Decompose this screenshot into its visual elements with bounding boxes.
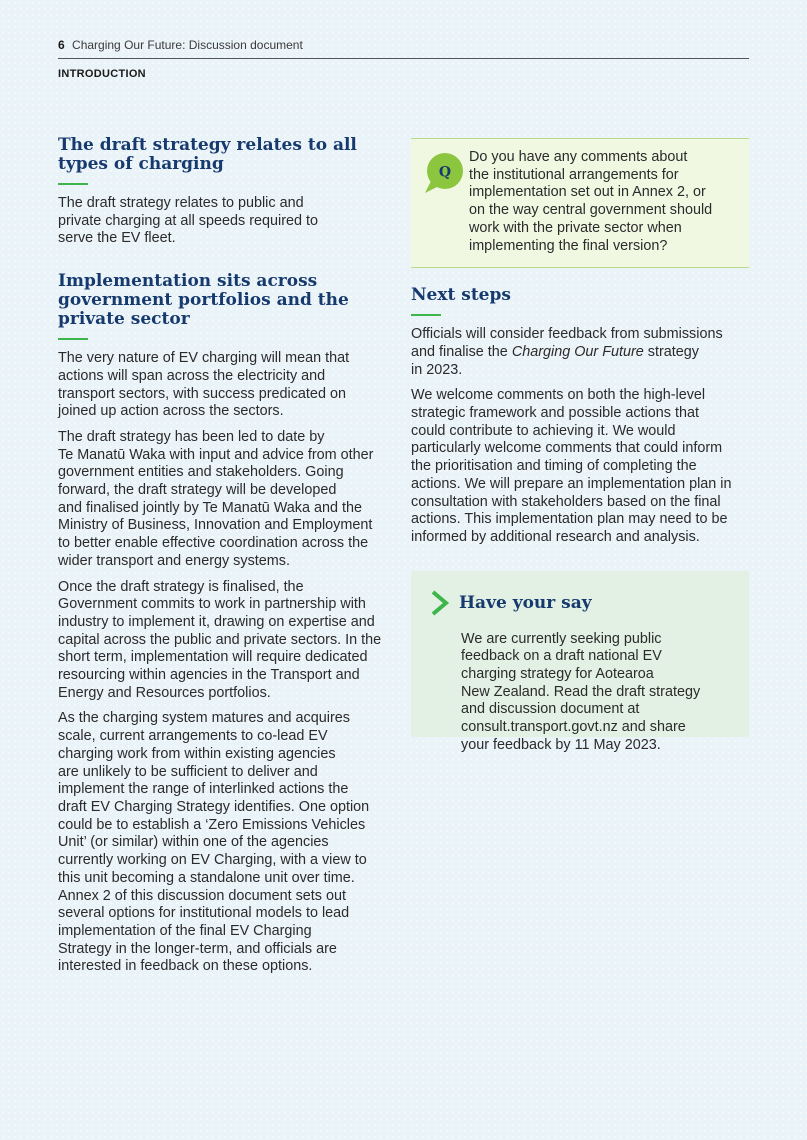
text-line: implementation of the final EV Charging [58, 922, 312, 939]
text-line: charging work from within existing agencies [58, 745, 336, 762]
text-line: actions. We will prepare an implementation plan in [411, 475, 732, 492]
text-line: your feedback by 11 May 2023. [461, 736, 661, 753]
paragraph-officials-consider [411, 326, 749, 379]
text-line: Annex 2 of this discussion document sets out [58, 887, 346, 904]
text-line: wider transport and energy systems. [58, 552, 290, 569]
have-your-say-callout [411, 571, 749, 753]
paragraph-draft-strategy-led [58, 429, 400, 571]
text-line: this unit becoming a standalone unit over time. [58, 869, 355, 886]
have-your-say-title: Have your say [459, 592, 592, 613]
text-line: the prioritisation and timing of completing the [411, 458, 697, 475]
text-line: several options for institutional models to lead [58, 905, 350, 922]
text-line: draft EV Charging Strategy identifies. One option [58, 798, 370, 815]
paragraph-welcome-comments [411, 387, 749, 546]
have-your-say-text [461, 631, 737, 755]
text-line: We are currently seeking public [461, 630, 662, 647]
text-line: We welcome comments on both the high-level [411, 387, 706, 404]
text-line: implementation set out in Annex 2, or [469, 184, 706, 201]
text-line: could contribute to achieving it. We would [411, 422, 676, 439]
text-line: currently working on EV Charging, with a view to [58, 852, 367, 869]
text-line: industry to implement it, drawing on expertise and [58, 613, 375, 630]
text-line: could be to establish a ‘Zero Emissions Vehicles [58, 816, 366, 833]
text-line: scale, current arrangements to co-lead EV [58, 728, 328, 745]
heading-implementation [58, 272, 400, 329]
text-line: Unit’ (or similar) within one of the agencies [58, 834, 329, 851]
strategy-name: Charging Our Future [511, 343, 644, 360]
heading-rule [58, 183, 88, 185]
text-line: implement the range of interlinked actions the [58, 781, 349, 798]
right-column [411, 138, 749, 753]
text-line: charging strategy for Aotearoa [461, 666, 654, 683]
next-steps-section [411, 286, 749, 546]
question-text [469, 149, 741, 255]
paragraph-types-of-charging [58, 195, 400, 248]
text-line: joined up action across the sectors. [58, 403, 284, 420]
text-line: consultation with stakeholders based on the final [411, 493, 721, 510]
text-line: government entities and stakeholders. Going [58, 464, 344, 481]
left-column [58, 136, 400, 984]
heading-line: government portfolios and the [58, 290, 349, 311]
paragraph-charging-system-matures [58, 710, 400, 976]
text-line: The draft strategy relates to public and [58, 195, 304, 211]
text-line: the institutional arrangements for [469, 166, 679, 183]
text-line: Do you have any comments about [469, 149, 688, 165]
text-line: and finalised jointly by Te Manatū Waka and the [58, 499, 362, 516]
text-line: particularly welcome comments that could inform [411, 440, 723, 457]
text-line: in 2023. [411, 361, 463, 378]
text-line: consult.transport.govt.nz and share [461, 719, 686, 736]
text-line: actions. This implementation plan may need to be [411, 511, 728, 528]
paragraph-ev-charging-nature [58, 350, 400, 421]
text-line: serve the EV fleet. [58, 230, 176, 247]
question-bubble-icon [421, 151, 465, 195]
text-line: Ministry of Business, Innovation and Employment [58, 517, 373, 534]
text-line: implementing the final version? [469, 237, 668, 254]
heading-next-steps: Next steps [411, 285, 511, 306]
heading-line: Implementation sits across [58, 271, 318, 292]
text-line: Te Manatū Waka with input and advice from other [58, 446, 374, 463]
text-line: interested in feedback on these options. [58, 958, 313, 975]
page-header [58, 38, 749, 59]
text-line: New Zealand. Read the draft strategy [461, 683, 701, 700]
chevron-right-icon [429, 589, 451, 617]
page-number: 6 [58, 38, 65, 52]
text-line: strategy [643, 343, 699, 360]
text-line: capital across the public and private sectors. In the [58, 631, 382, 648]
heading-line: private sector [58, 309, 190, 330]
text-line: short term, implementation will require dedicated [58, 649, 368, 666]
heading-types-of-charging [58, 136, 400, 174]
document-title: Charging Our Future: Discussion document [72, 38, 303, 52]
text-line: The very nature of EV charging will mean that [58, 350, 350, 367]
text-line: Energy and Resources portfolios. [58, 684, 271, 701]
heading-line: types of charging [58, 154, 224, 174]
heading-rule [411, 314, 441, 316]
text-line: feedback on a draft national EV [461, 648, 662, 665]
text-line: actions will span across the electricity and [58, 367, 326, 384]
text-line: on the way central government should [469, 202, 713, 219]
text-line: forward, the draft strategy will be developed [58, 482, 337, 499]
text-line: strategic framework and possible actions that [411, 405, 699, 422]
section-label: INTRODUCTION [58, 68, 146, 80]
text-line: The draft strategy has been led to date by [58, 428, 325, 445]
text-line: Strategy in the longer-term, and officials are [58, 940, 337, 957]
heading-rule [58, 338, 88, 340]
text-line: Officials will consider feedback from submissions [411, 326, 723, 343]
text-line: As the charging system matures and acquires [58, 710, 350, 727]
paragraph-government-commits [58, 579, 400, 703]
text-line: are unlikely to be sufficient to deliver and [58, 763, 318, 780]
text-line: resourcing within agencies in the Transport and [58, 667, 360, 684]
text-line: Government commits to work in partnership with [58, 596, 366, 613]
svg-text:Q: Q [438, 164, 452, 181]
text-line: transport sectors, with success predicated on [58, 385, 346, 402]
text-line: informed by additional research and analysis. [411, 528, 700, 545]
text-line: Once the draft strategy is finalised, the [58, 578, 304, 595]
text-line: work with the private sector when [469, 219, 682, 236]
text-line: and finalise the [411, 343, 512, 360]
text-line: and discussion document at [461, 701, 640, 718]
heading-line: The draft strategy relates to all [58, 135, 357, 155]
question-callout [411, 138, 749, 268]
have-your-say-header [429, 589, 737, 617]
text-line: private charging at all speeds required to [58, 212, 318, 229]
text-line: to better enable effective coordination across the [58, 535, 369, 552]
